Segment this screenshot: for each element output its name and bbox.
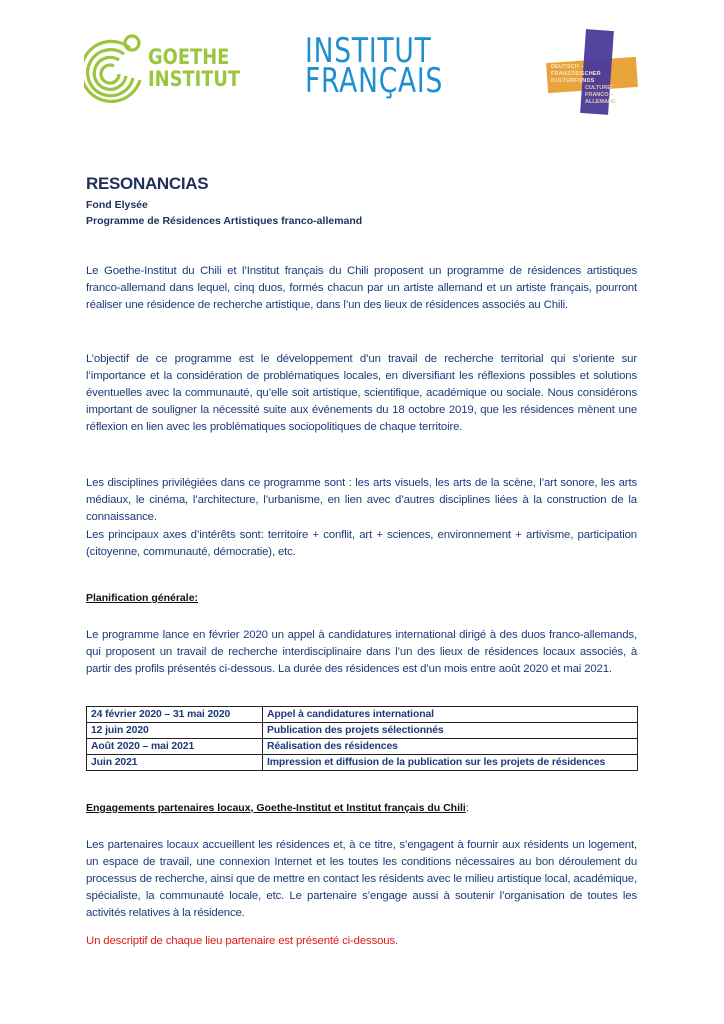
schedule-date: Juin 2021 — [87, 755, 263, 771]
dfk-line: FRANZÖSISCHER — [551, 71, 601, 77]
objective-paragraph: L’objectif de ce programme est le développement d’un travail de recherche territorial qui s’oriente sur l’importance et la considération de problématiques locales, en diversifiant les réflexions possibles et solutions éventuelles avec la communauté, qu’elle soit artistique, scientifique, académique ou sociale. Nous considérons important de souligner la nécessité suite aux événements du 18 octobre 2019, que les résidences mènent une réflexion en lien avec les problématiques sociopolitiques de chaque territoire. — [86, 353, 637, 433]
engagements-heading-text: Engagements partenaires locaux, Goethe-Institut et Institut français du Chili — [86, 802, 466, 814]
dfk-text-de — [551, 64, 601, 85]
schedule-event: Impression et diffusion de la publication sur les projets de résidences — [263, 755, 638, 771]
axes-paragraph: Les principaux axes d’intérêts sont: territoire + conflit, art + sciences, environnement + artivisme, participation (citoyenne, communauté, démocratie), etc. — [86, 529, 637, 558]
dfk-line: KULTURFONDS — [551, 78, 595, 84]
institut-francais-logo — [305, 31, 455, 108]
planification-paragraph: Le programme lance en février 2020 un appel à candidatures international dirigé à des duos franco-allemands, qui proposent un travail de recherche interdisciplinaire dans l’un des lieux de résidences locaux associés, à partir des profils présentés ci-dessous. La durée des résidences est d’un mois entre août 2020 et mai 2021. — [86, 629, 637, 675]
goethe-line2: INSTITUT — [148, 67, 241, 91]
dfk-text-fr — [585, 85, 616, 106]
if-line1: INSTITUT — [305, 31, 432, 71]
schedule-date: 12 juin 2020 — [87, 723, 263, 739]
schedule-row — [87, 723, 638, 739]
goethe-line1: GOETHE — [148, 45, 230, 69]
if-line2: FRANÇAIS — [305, 61, 444, 101]
document-subtitle-programme: Programme de Résidences Artistiques franco-allemand — [86, 215, 363, 227]
schedule-event: Appel à candidatures international — [263, 707, 638, 723]
dfk-line: FRANCO – — [585, 92, 614, 98]
goethe-wordmark — [148, 46, 240, 90]
partner-description-note: Un descriptif de chaque lieu partenaire est présenté ci-dessous. — [86, 935, 399, 947]
document-title: RESONANCIAS — [86, 174, 209, 193]
schedule-row — [87, 707, 638, 723]
engagements-heading-colon: : — [465, 802, 469, 814]
dfk-line: DEUTSCH – — [551, 64, 584, 70]
dfk-line: CULTUREL — [585, 85, 615, 91]
engagements-paragraph: Les partenaires locaux accueillent les résidences et, à ce titre, s’engagent à fournir aux résidents un logement, un espace de travail, une connexion Internet et les toutes les conditions nécessaires au bon déroulement du processus de recherche, ainsi que de mettre en contact les résidents avec le milieu artistique local, académique, spécialiste, la communauté locale, etc. Le partenaire s’engage aussi à soutenir l’organisation de toutes les activités relatives à la résidence. — [86, 839, 637, 919]
schedule-event: Publication des projets sélectionnés — [263, 723, 638, 739]
document-subtitle-fund: Fond Elysée — [86, 199, 148, 211]
kulturfonds-logo — [545, 28, 640, 116]
disciplines-paragraph: Les disciplines privilégiées dans ce programme sont : les arts visuels, les arts de la scène, l’art sonore, les arts médiaux, le cinéma, l’architecture, l’urbanisme, en lien avec d’autres disciplines liées à la construction de la connaissance. — [86, 477, 637, 523]
schedule-date: 24 février 2020 – 31 mai 2020 — [87, 707, 263, 723]
intro-paragraph: Le Goethe-Institut du Chili et l’Institut français du Chili proposent un programme de résidences artistiques franco-allemand dans lequel, cinq duos, formés chacun par un artiste allemand et un artiste français, pourront réaliser une résidence de recherche artistique, dans l’un des lieux de résidences associés au Chili. — [86, 265, 637, 311]
schedule-row — [87, 739, 638, 755]
engagements-heading — [86, 802, 469, 814]
schedule-table — [86, 706, 638, 771]
dfk-line: ALLEMAND — [585, 99, 616, 105]
schedule-row — [87, 755, 638, 771]
planification-heading: Planification générale: — [86, 592, 199, 604]
goethe-institut-logo — [84, 32, 244, 107]
goethe-circles-icon — [84, 32, 148, 107]
schedule-date: Août 2020 – mai 2021 — [87, 739, 263, 755]
schedule-event: Réalisation des résidences — [263, 739, 638, 755]
